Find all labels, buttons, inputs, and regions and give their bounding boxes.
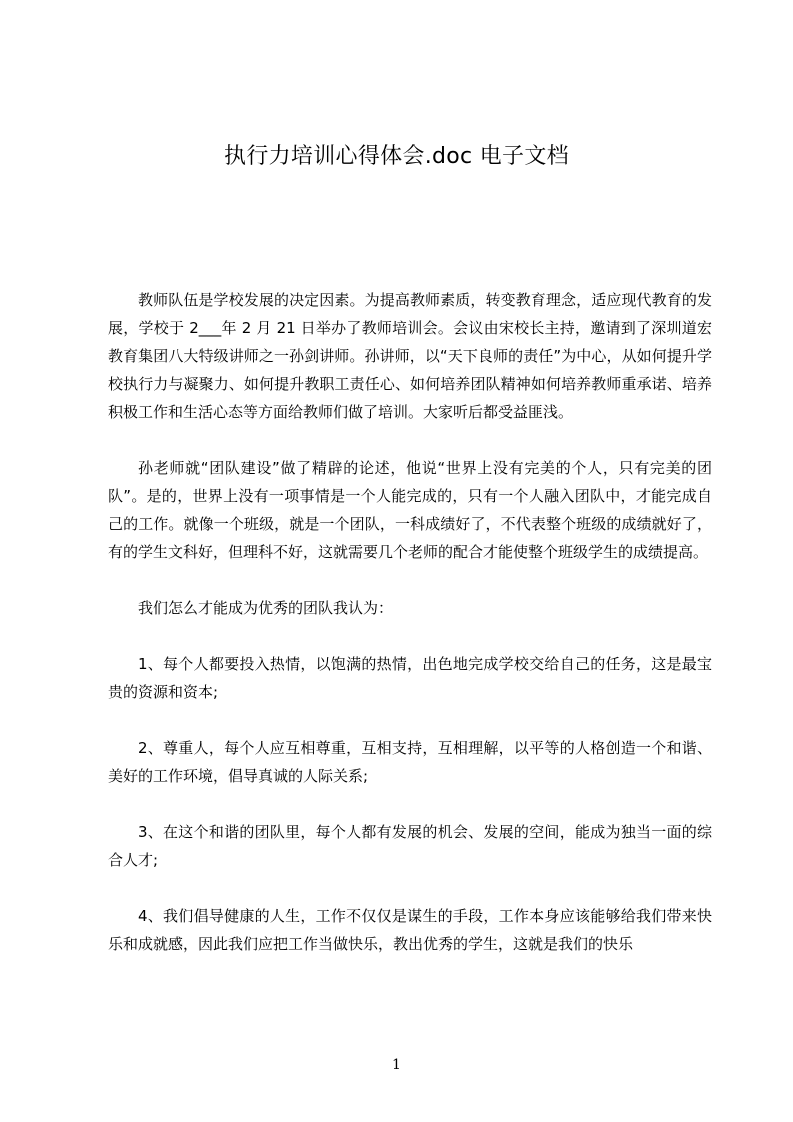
list-item-4: 4、我们倡导健康的人生，工作不仅仅是谋生的手段，工作本身应该能够给我们带来快乐和成就感，因此我们应把工作当做快乐，教出优秀的学生，这就是我们的快乐 [108, 907, 712, 953]
list-item-3: 3、在这个和谐的团队里，每个人都有发展的机会、发展的空间，能成为独当一面的综合人才; [108, 823, 712, 869]
paragraph-intro: 教师队伍是学校发展的决定因素。为提高教师素质，转变教育理念，适应现代教育的发展，学校于 2___年 2 月 21 日举办了教师培训会。会议由宋校长主持，邀请到了深圳道宏教育集团八大特级讲师之一孙剑讲师。孙讲师，以“天下良师的责任”为中心，从如何提升学校执行力与凝聚力、如何提升教职工责任心、如何培养团队精神如何培养教师重承诺、培养积极工作和生活心态等方面给教师们做了培训。大家听后都受益匪浅。 [108, 291, 712, 421]
document-title: 执行力培训心得体会.doc 电子文档 [224, 144, 569, 169]
list-item-2: 2、尊重人，每个人应互相尊重，互相支持，互相理解，以平等的人格创造一个和谐、美好的工作环境，倡导真诚的人际关系; [108, 739, 712, 785]
list-item-1: 1、每个人都要投入热情，以饱满的热情，出色地完成学校交给自己的任务，这是最宝贵的资源和资本; [108, 655, 712, 701]
paragraph-question: 我们怎么才能成为优秀的团队我认为： [138, 599, 394, 617]
paragraph-team-building: 孙老师就“团队建设”做了精辟的论述，他说“世界上没有完美的个人，只有完美的团队”。是的，世界上没有一项事情是一个人能完成的，只有一个人融入团队中，才能完成自己的工作。就像一个班级，就是一个团队，一科成绩好了，不代表整个班级的成绩就好了，有的学生文科好，但理科不好，这就需要几个老师的配合才能使整个班级学生的成绩提高。 [108, 459, 712, 561]
page-number: 1 [392, 1057, 401, 1073]
document-body [108, 286, 712, 986]
